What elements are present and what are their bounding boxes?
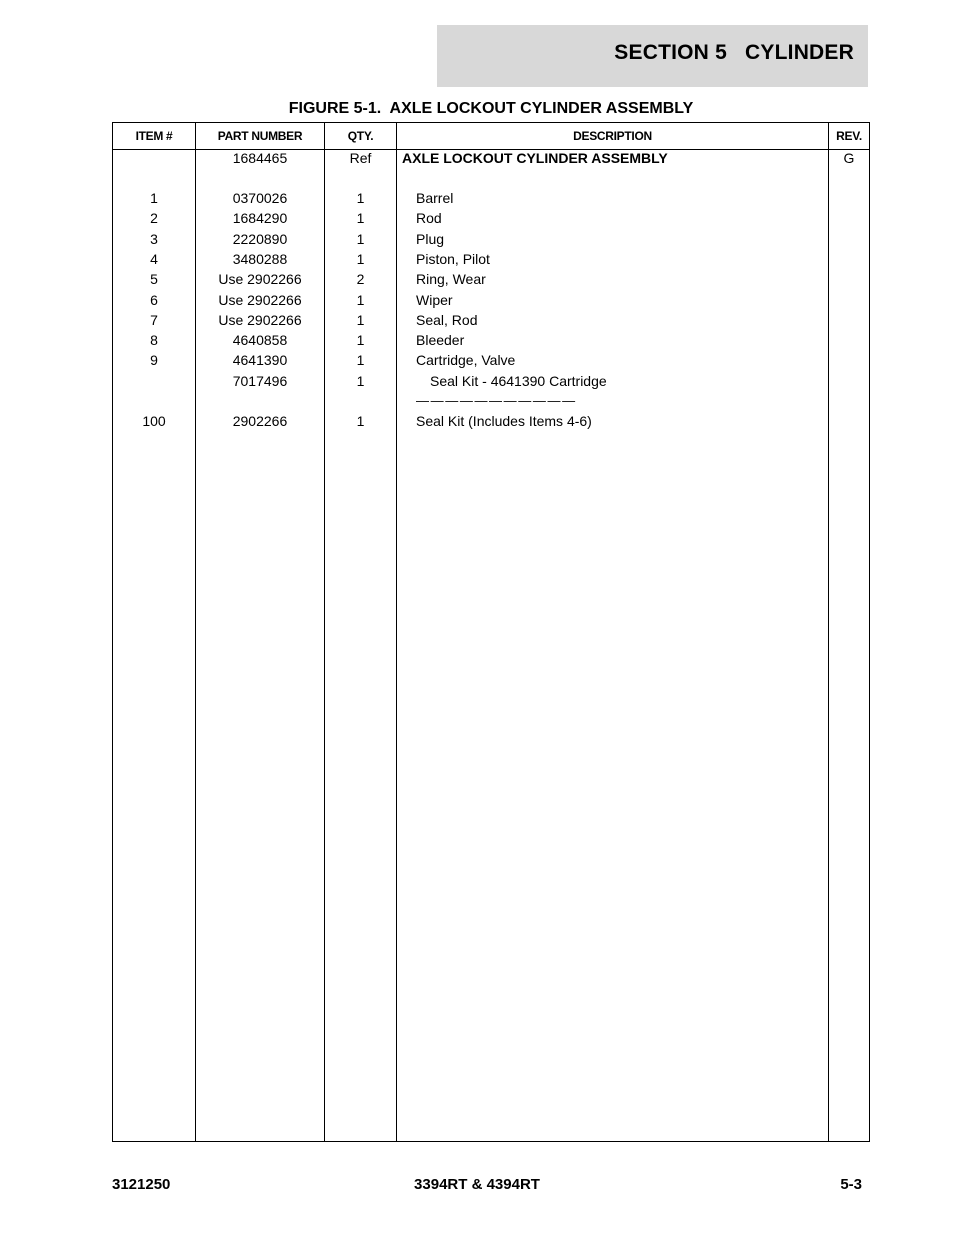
quantity: 1 <box>356 210 365 227</box>
part-number: 3480288 <box>232 250 288 267</box>
item-number: 1 <box>150 190 158 206</box>
quantity: 1 <box>356 372 365 389</box>
header-rev: REV. <box>836 129 862 143</box>
quantity: 2 <box>356 271 365 288</box>
revision: G <box>843 150 855 166</box>
item-number: 4 <box>150 250 158 267</box>
description: Seal Kit (Includes Items 4-6) <box>416 413 592 429</box>
quantity: 1 <box>356 352 365 369</box>
footer-models: 3394RT & 4394RT <box>414 1176 540 1193</box>
description: Piston, Pilot <box>416 250 490 267</box>
table-row <box>113 188 869 208</box>
quantity: 1 <box>356 230 365 247</box>
part-number: Use 2902266 <box>218 271 302 288</box>
footer-doc-number: 3121250 <box>112 1176 171 1193</box>
table-row <box>113 371 869 391</box>
table-row <box>113 310 869 330</box>
item-number: 9 <box>150 352 158 369</box>
header-part-number: PART NUMBER <box>217 129 303 143</box>
description: Wiper <box>416 291 453 308</box>
description: AXLE LOCKOUT CYLINDER ASSEMBLY <box>402 150 668 166</box>
table-row <box>113 249 869 269</box>
header-description: DESCRIPTION <box>573 129 652 143</box>
quantity: Ref <box>349 150 372 166</box>
table-row <box>113 391 869 411</box>
item-number: 100 <box>142 413 166 429</box>
description: Seal, Rod <box>416 311 478 328</box>
footer-page-number: 5-3 <box>840 1176 862 1193</box>
table-row <box>113 229 869 249</box>
quantity: 1 <box>356 311 365 328</box>
part-number: 1684290 <box>232 210 288 227</box>
description: Ring, Wear <box>416 271 486 288</box>
part-number: Use 2902266 <box>218 291 302 308</box>
description: Cartridge, Valve <box>416 352 516 369</box>
table-row <box>113 411 869 431</box>
header-qty: QTY. <box>347 129 374 143</box>
table-row <box>113 350 869 370</box>
table-row <box>113 269 869 289</box>
quantity: 1 <box>356 190 365 206</box>
part-number: 4640858 <box>232 332 288 349</box>
table-row <box>113 208 869 228</box>
quantity: 1 <box>356 291 365 308</box>
part-number: 2902266 <box>232 413 288 429</box>
parts-table <box>112 122 870 1142</box>
part-number: 2220890 <box>232 230 288 247</box>
section-title: SECTION 5 CYLINDER <box>614 41 854 64</box>
description: Plug <box>416 230 445 247</box>
item-number: 2 <box>150 210 158 227</box>
item-number: 5 <box>150 271 158 288</box>
part-number: 7017496 <box>232 372 288 389</box>
description: Seal Kit - 4641390 Cartridge <box>430 372 607 389</box>
table-row <box>113 148 869 168</box>
part-number: 4641390 <box>232 352 288 369</box>
part-number: Use 2902266 <box>218 311 302 328</box>
item-number: 8 <box>150 332 158 349</box>
quantity: 1 <box>356 413 365 429</box>
table-row <box>113 290 869 310</box>
description: Bleeder <box>416 332 465 349</box>
part-number: 0370026 <box>232 190 288 206</box>
part-number: 1684465 <box>232 150 288 166</box>
item-number: 3 <box>150 230 158 247</box>
section-header-band <box>437 25 868 87</box>
quantity: 1 <box>356 250 365 267</box>
item-number: 6 <box>150 291 158 308</box>
header-item: ITEM # <box>135 129 173 143</box>
table-row <box>113 330 869 350</box>
quantity: 1 <box>356 332 365 349</box>
group-separator: — — — — — — — — — — — <box>416 392 575 408</box>
description: Barrel <box>416 190 454 206</box>
description: Rod <box>416 210 442 227</box>
figure-title: FIGURE 5-1. AXLE LOCKOUT CYLINDER ASSEMBLY <box>288 100 694 117</box>
item-number: 7 <box>150 311 158 328</box>
